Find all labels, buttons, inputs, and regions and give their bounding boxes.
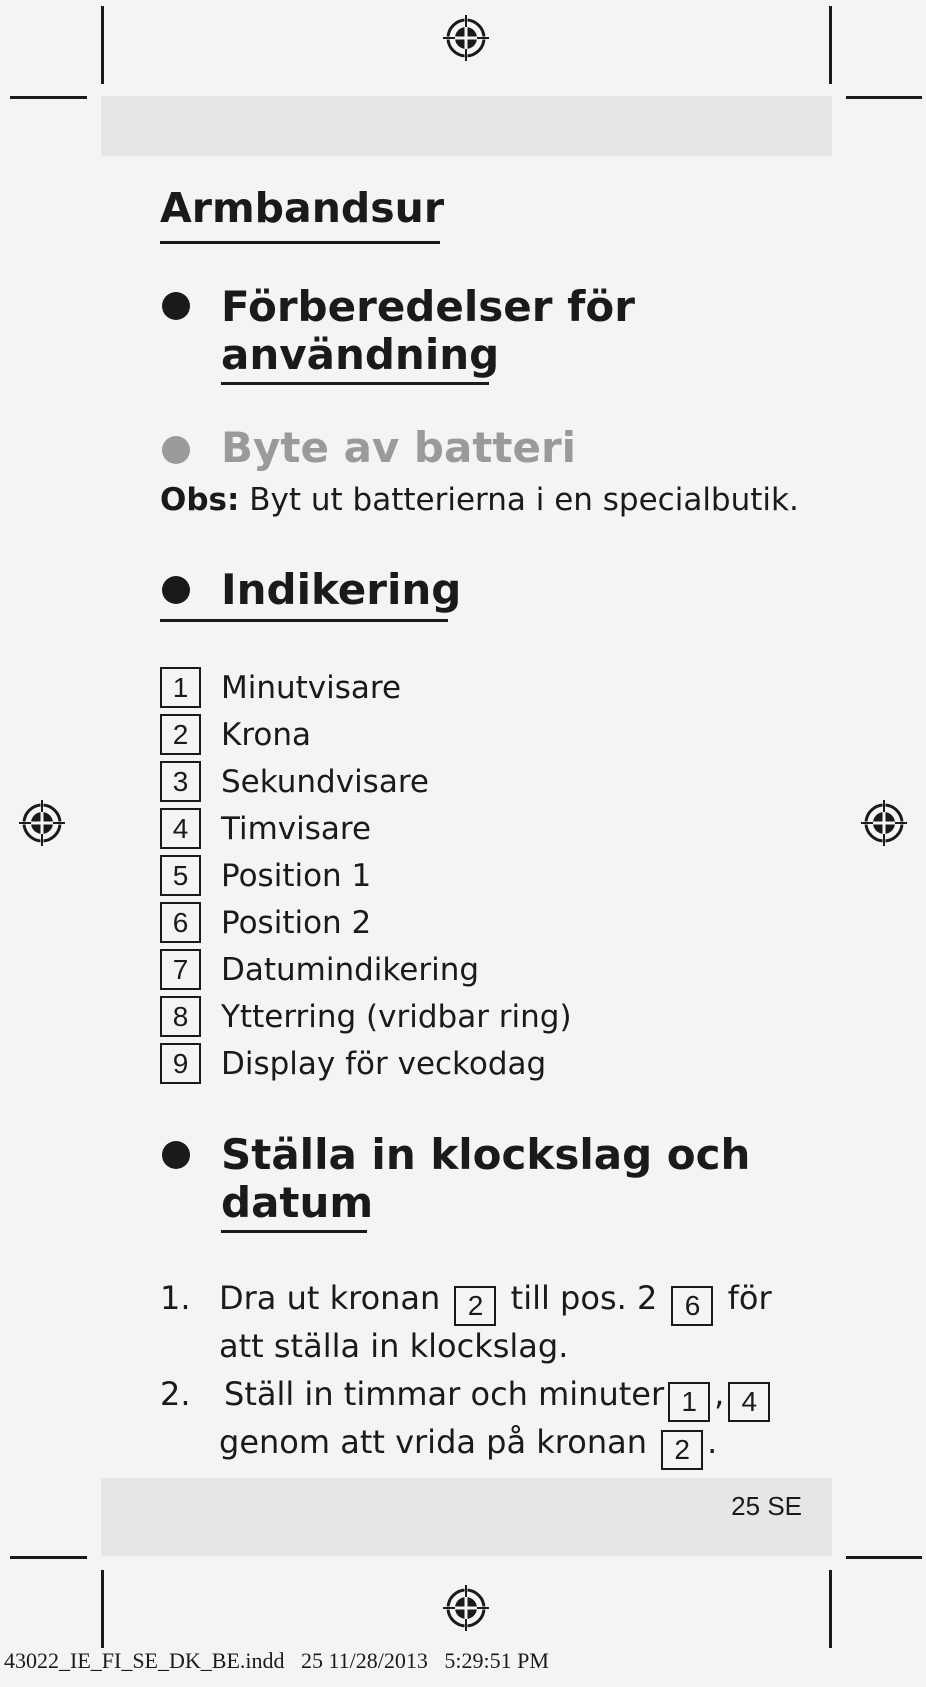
heading-line: datum — [221, 1178, 374, 1227]
crop-mark — [846, 1556, 922, 1559]
part-number: 2 — [160, 714, 201, 755]
part-label: Minutvisare — [221, 669, 402, 706]
heading-line: Ställa in klockslag och — [221, 1130, 751, 1179]
part-number: 3 — [160, 761, 201, 802]
part-label: Position 1 — [221, 857, 372, 894]
step-number: 2. — [160, 1375, 191, 1413]
part-label: Ytterring (vridbar ring) — [221, 998, 572, 1035]
bullet-icon — [162, 292, 190, 320]
crop-mark — [10, 1556, 87, 1559]
part-number: 1 — [160, 667, 201, 708]
note-label: Obs: — [160, 482, 240, 518]
list-item — [160, 947, 479, 992]
ref-number: 6 — [671, 1286, 713, 1326]
bullet-icon — [162, 576, 190, 604]
bullet-icon — [162, 436, 190, 464]
crop-mark — [829, 6, 832, 84]
list-item — [160, 1041, 546, 1086]
heading-line: Förberedelser för — [221, 282, 635, 331]
ref-number: 1 — [668, 1382, 710, 1422]
part-label: Display för veckodag — [221, 1045, 547, 1082]
list-item — [160, 665, 401, 710]
section-heading-prep — [221, 283, 635, 379]
list-item — [160, 759, 429, 804]
step-text: till pos. 2 — [510, 1279, 658, 1317]
part-label: Sekundvisare — [221, 763, 429, 800]
step-1-line-1 — [219, 1274, 772, 1326]
heading-underline — [160, 619, 448, 622]
step-text: genom att vrida på kronan — [219, 1423, 647, 1461]
part-label: Position 2 — [221, 904, 372, 941]
part-label: Timvisare — [221, 810, 372, 847]
part-label: Datumindikering — [221, 951, 480, 988]
registration-mark-icon — [441, 1583, 491, 1633]
crop-mark — [10, 96, 87, 99]
step-1-line-2: att ställa in klockslag. — [219, 1327, 569, 1365]
heading-underline — [221, 1230, 367, 1233]
part-number: 7 — [160, 949, 201, 990]
part-number: 9 — [160, 1043, 201, 1084]
step-number: 1. — [160, 1279, 191, 1317]
step-text: för — [727, 1279, 772, 1317]
list-item — [160, 712, 311, 757]
list-item — [160, 806, 371, 851]
registration-mark-icon — [859, 798, 909, 848]
part-number: 5 — [160, 855, 201, 896]
print-slug: 43022_IE_FI_SE_DK_BE.indd 25 11/28/2013 5:29:51 PM — [4, 1648, 549, 1673]
heading-line: användning — [221, 330, 500, 379]
part-number: 8 — [160, 996, 201, 1037]
title-underline — [160, 241, 440, 244]
note-text: Byt ut batterierna i en specialbutik. — [239, 482, 799, 518]
bullet-icon — [162, 1141, 190, 1169]
crop-mark — [101, 1570, 104, 1648]
part-number: 4 — [160, 808, 201, 849]
page-title: Armbandsur — [160, 184, 445, 232]
section-heading-indication: Indikering — [221, 565, 462, 614]
step-text: Dra ut kronan — [219, 1279, 441, 1317]
page-number: 25 SE — [731, 1491, 802, 1521]
crop-mark — [829, 1570, 832, 1648]
section-heading-battery: Byte av batteri — [221, 423, 577, 472]
ref-number: 2 — [454, 1286, 496, 1326]
footer-band — [101, 1478, 832, 1556]
step-2-line-1 — [224, 1370, 774, 1422]
list-item — [160, 994, 572, 1039]
step-text: Ställ in timmar och minuter — [224, 1375, 665, 1413]
ref-number: 4 — [728, 1382, 770, 1422]
step-text: , — [714, 1375, 725, 1413]
registration-mark-icon — [441, 13, 491, 63]
registration-mark-icon — [17, 798, 67, 848]
part-label: Krona — [221, 716, 312, 753]
list-item — [160, 853, 371, 898]
part-number: 6 — [160, 902, 201, 943]
battery-note — [160, 478, 799, 522]
heading-underline — [221, 382, 489, 385]
list-item — [160, 900, 371, 945]
ref-number: 2 — [661, 1430, 703, 1470]
crop-mark — [846, 96, 922, 99]
step-text: . — [707, 1423, 718, 1461]
header-band — [101, 96, 832, 156]
step-2-line-2 — [219, 1418, 717, 1470]
section-heading-setting — [221, 1131, 750, 1227]
crop-mark — [101, 6, 104, 84]
